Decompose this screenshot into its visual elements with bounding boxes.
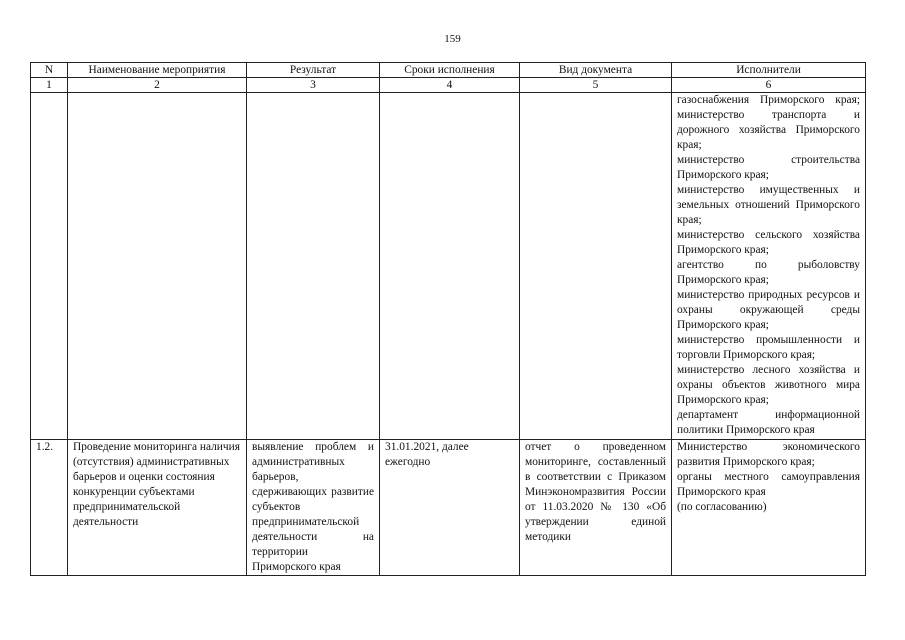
column-number: 5 bbox=[520, 78, 672, 93]
table-row-continuation bbox=[31, 93, 866, 440]
row-number-cell: 1.2. bbox=[31, 440, 68, 576]
column-number-row bbox=[31, 78, 866, 93]
empty-cell bbox=[247, 93, 380, 440]
document-type-cell: отчет о проведенном мониторинге, составленный в соответствии с Приказом Минэкономразвития России от 11.03.2020 № 130 «Об утверждении единой методики bbox=[520, 440, 672, 576]
header-document-type: Вид документа bbox=[520, 63, 672, 78]
column-number: 2 bbox=[68, 78, 247, 93]
table-row bbox=[31, 440, 866, 576]
column-number: 1 bbox=[31, 78, 68, 93]
deadline-cell: 31.01.2021, далее ежегодно bbox=[380, 440, 520, 576]
header-number: N bbox=[31, 63, 68, 78]
empty-cell bbox=[68, 93, 247, 440]
empty-cell bbox=[520, 93, 672, 440]
header-measure-name: Наименование мероприятия bbox=[68, 63, 247, 78]
header-deadline: Сроки исполнения bbox=[380, 63, 520, 78]
page-number: 159 bbox=[444, 33, 461, 45]
measures-table bbox=[30, 62, 866, 576]
executors-cell: газоснабжения Приморского края; министерство транспорта и дорожного хозяйства Приморского края; министерство строительства Приморского края; министерство имущественных и земельных отношений Приморского края; министерство сельского хозяйства Приморского края; агентство по рыболовству Приморского края; министерство природных ресурсов и охраны окружающей среды Приморского края; министерство промышленности и торговли Приморского края; министерство лесного хозяйства и охраны объектов животного мира Приморского края; департамент информационной политики Приморского края bbox=[672, 93, 866, 440]
header-executors: Исполнители bbox=[672, 63, 866, 78]
executors-cell: Министерство экономического развития Приморского края; органы местного самоуправления Приморского края (по согласованию) bbox=[672, 440, 866, 576]
empty-cell bbox=[31, 93, 68, 440]
column-number: 6 bbox=[672, 78, 866, 93]
header-result: Результат bbox=[247, 63, 380, 78]
measure-name-cell: Проведение мониторинга наличия (отсутствия) административных барьеров и оценки состояния конкуренции субъектами предпринимательской деятельности bbox=[68, 440, 247, 576]
column-number: 4 bbox=[380, 78, 520, 93]
column-number: 3 bbox=[247, 78, 380, 93]
empty-cell bbox=[380, 93, 520, 440]
result-cell: выявление проблем и административных барьеров, сдерживающих развитие субъектов предпринимательской деятельности на территории Приморского края bbox=[247, 440, 380, 576]
table-header-row bbox=[31, 63, 866, 78]
